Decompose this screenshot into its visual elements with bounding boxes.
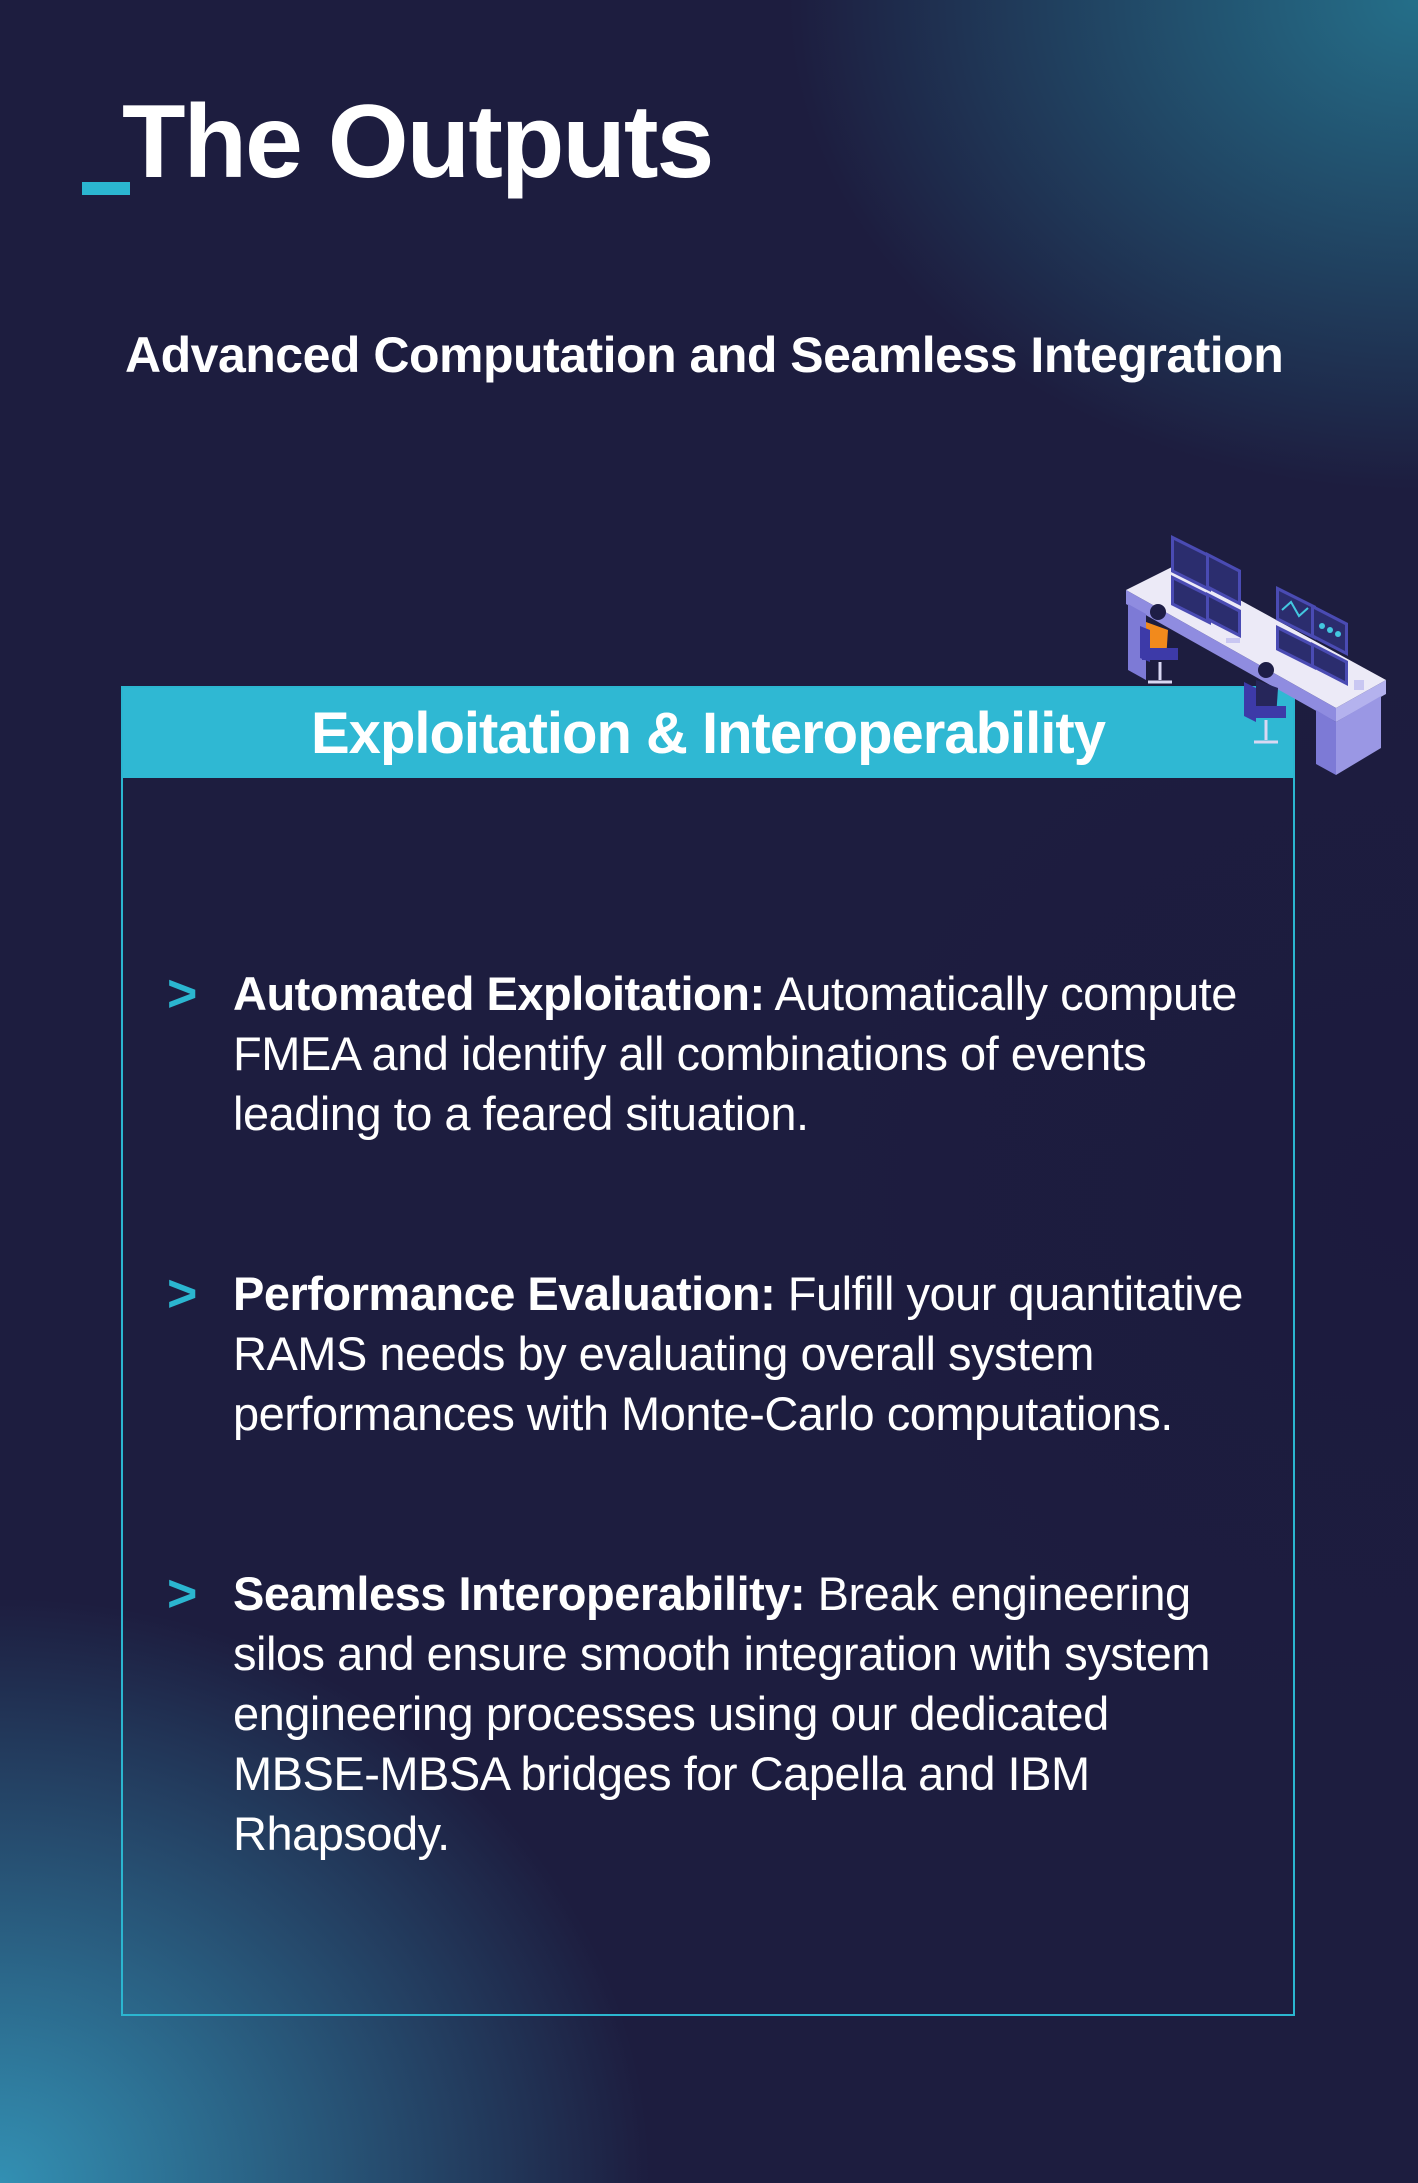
list-item [167,1564,1253,1864]
item-text: Fulfill your quantitative RAMS needs by evaluating overall system performances with Monte-Carlo computations. [233,1267,1243,1440]
exploitation-panel [121,686,1295,2016]
item-text: Break engineering silos and ensure smooth integration with system engineering processes using our dedicated MBSE-MBSA bridges for Capella and IBM Rhapsody. [233,1567,1211,1860]
panel-title: Exploitation & Interoperability [311,700,1105,766]
list-item [167,1264,1253,1564]
chevron-right-icon: > [167,1565,197,1623]
item-title: Seamless Interoperability: [233,1567,806,1620]
feature-list [167,964,1253,1864]
chevron-right-icon: > [167,1265,197,1323]
item-title: Automated Exploitation: [233,967,765,1020]
workstation-operators-illustration [1116,530,1386,780]
item-text: Automatically compute FMEA and identify all combinations of events leading to a feared situation. [233,967,1237,1140]
item-title: Performance Evaluation: [233,1267,776,1320]
page-subtitle: Advanced Computation and Seamless Integration [125,327,1284,383]
chevron-right-icon: > [167,965,197,1023]
page-title: The Outputs [122,84,713,200]
list-item [167,964,1253,1264]
